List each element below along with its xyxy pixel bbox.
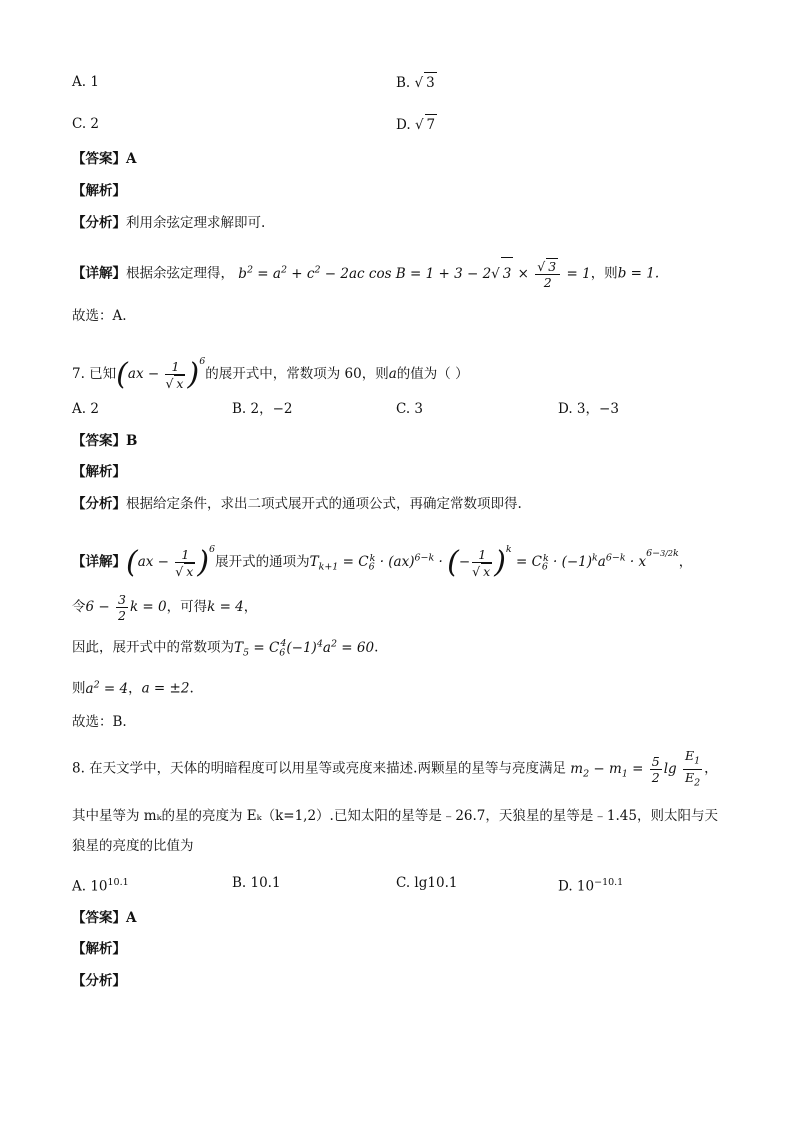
q7-option-b: B. 2，−2 xyxy=(232,401,293,417)
q6-detail-formula: $b^2 = a^2 + c^2 - 2ac$ cos B = 1 + 3 − 2√ 3 × $\frac{√ 3}{2}$ = 1 xyxy=(238,266,590,282)
q7-stem-end: 的值为（ ） xyxy=(396,366,469,382)
q7-step3-prefix: 则 xyxy=(72,680,86,697)
q7-step1-suffix: ，可得 xyxy=(166,599,208,615)
q8-stem-line-2: 其中星等为 mₖ的星的亮度为 Eₖ（k=1,2）.已知太阳的星等是﹣26.7，天狼星的星等是﹣1.45，则太阳与天 xyxy=(72,808,718,824)
q8-option-a-exp: 10.1 xyxy=(107,877,129,888)
q7-option-a: A. 2 xyxy=(72,401,99,417)
q8-stem-line-1: 8. 在天文学中，天体的明暗程度可以用星等或亮度来描述.两颗星的星等与亮度满足 $m_2 - m_1$ = $\frac{5}{2}$ lg $\frac{E_1}{E_2}$ ， xyxy=(72,748,718,788)
q8-magnitude-formula: $m_2 - m_1$ = $\frac{5}{2}$ lg $\frac{E_1}{E_2}$ xyxy=(570,748,701,788)
q8-fenxi-tag: 【分析】 xyxy=(72,973,126,989)
q8-option-c: C. lg10.1 xyxy=(396,875,458,891)
q7-stem xyxy=(72,344,469,392)
q6-detail-result: b = 1. xyxy=(617,265,660,282)
q6-fenxi-text: 利用余弦定理求解即可. xyxy=(126,215,266,231)
q7-stem-suffix: 的展开式中，常数项为 60，则 xyxy=(205,366,389,382)
q8-option-d xyxy=(558,873,623,897)
q8-option-d-exp: −10.1 xyxy=(594,877,624,888)
q6-detail-tag: 【详解】 xyxy=(72,265,126,282)
q7-answer: 【答案】B xyxy=(72,433,138,449)
q7-step1-k: k = 4 xyxy=(207,599,244,615)
q7-binomial: (ax − $\frac{1}{√ x}$ )$^6$ xyxy=(116,356,206,392)
q6-fenxi-tag: 【分析】 xyxy=(72,215,126,231)
q7-step-3: 则$a^2 = 4$，a = ±2. xyxy=(72,679,194,697)
q8-stem-line1-text: 8. 在天文学中，天体的明暗程度可以用星等或亮度来描述.两颗星的星等与亮度满足 xyxy=(72,760,566,777)
q6-detail-text: 根据余弦定理得， xyxy=(126,265,234,282)
q8-option-a xyxy=(72,873,129,897)
q6-fenxi xyxy=(72,213,265,233)
q7-step-2: 因此，展开式中的常数项为$T_5 = C_6^4(-1)^4a^2 = 60$. xyxy=(72,638,379,659)
q7-step2-prefix: 因此，展开式中的常数项为 xyxy=(72,639,234,656)
q7-step3-b: a = ±2 xyxy=(141,680,190,697)
q7-step1-prefix: 令 xyxy=(72,599,86,615)
q6-option-b-value: 3 xyxy=(424,72,437,93)
q6-detail xyxy=(72,254,659,290)
q8-answer: 【答案】A xyxy=(72,910,137,926)
q6-option-a: A. 1 xyxy=(72,74,99,90)
q7-detail-tag: 【详解】 xyxy=(72,554,126,570)
q7-step3-a: $a^2 = 4$ xyxy=(85,679,129,697)
q7-fenxi xyxy=(72,494,522,514)
q8-analysis-label: 【解析】 xyxy=(72,941,126,957)
q8-option-b: B. 10.1 xyxy=(232,875,281,891)
q7-detail: 【详解】(ax − $\frac{1}{√ x}$ )$^6$展开式的通项为$T_{k+1} = C_6^k \cdot (ax)^{6-k}$ · (− $\frac{1}{√ x}$ )$^k = C_6^k \cdot (-1)^ka^{6-k} \cdot x^{6-3/2k}$， xyxy=(72,544,693,580)
q7-step3-mid: ， xyxy=(128,680,142,697)
q6-answer: 【答案】A xyxy=(72,151,137,167)
q7-stem-var: a xyxy=(388,366,397,382)
q8-option-a-base: A. 10 xyxy=(72,878,108,895)
q6-option-c: C. 2 xyxy=(72,116,100,132)
q6-option-b: B. √ 3 xyxy=(396,72,437,93)
q6-option-b-label: B. xyxy=(396,75,411,91)
q6-option-d-value: 7 xyxy=(425,114,438,135)
q7-analysis-label: 【解析】 xyxy=(72,464,126,480)
q7-detail-binomial: (ax − $\frac{1}{√ x}$ )$^6$ xyxy=(126,544,216,580)
q7-general-term: $T_{k+1} = C_6^k \cdot (ax)^{6-k}$ · (− $\frac{1}{√ x}$ )$^k = C_6^k \cdot (-1)^ka^{6-k} \cdot x^{6-3/2k}$ xyxy=(309,544,679,580)
q7-stem-prefix: 7. 已知 xyxy=(72,366,117,382)
q7-step2-formula: $T_5 = C_6^4(-1)^4a^2 = 60$ xyxy=(234,638,375,659)
q7-step1-equation: 6 − $\frac{3}{2}$ k = 0 xyxy=(85,592,167,623)
q7-option-d: D. 3，−3 xyxy=(558,401,619,417)
q8-option-d-base: D. 10 xyxy=(558,878,595,895)
q8-stem-line-3: 狼星的亮度的比值为 xyxy=(72,838,194,854)
q6-option-d-label: D. xyxy=(396,117,411,133)
q7-fenxi-tag: 【分析】 xyxy=(72,496,126,512)
q6-detail-end: ，则 xyxy=(590,265,618,282)
q6-analysis-label: 【解析】 xyxy=(72,183,126,199)
q6-option-d: D. √ 7 xyxy=(396,114,437,135)
q7-step-1: 令6 − $\frac{3}{2}$ k = 0，可得k = 4， xyxy=(72,592,258,623)
q7-choose: 故选：B. xyxy=(72,714,127,730)
q7-detail-mid: 展开式的通项为 xyxy=(215,554,310,570)
q6-choose: 故选：A. xyxy=(72,308,127,324)
q7-option-c: C. 3 xyxy=(396,401,424,417)
q7-fenxi-text: 根据给定条件，求出二项式展开式的通项公式，再确定常数项即得. xyxy=(126,496,522,512)
